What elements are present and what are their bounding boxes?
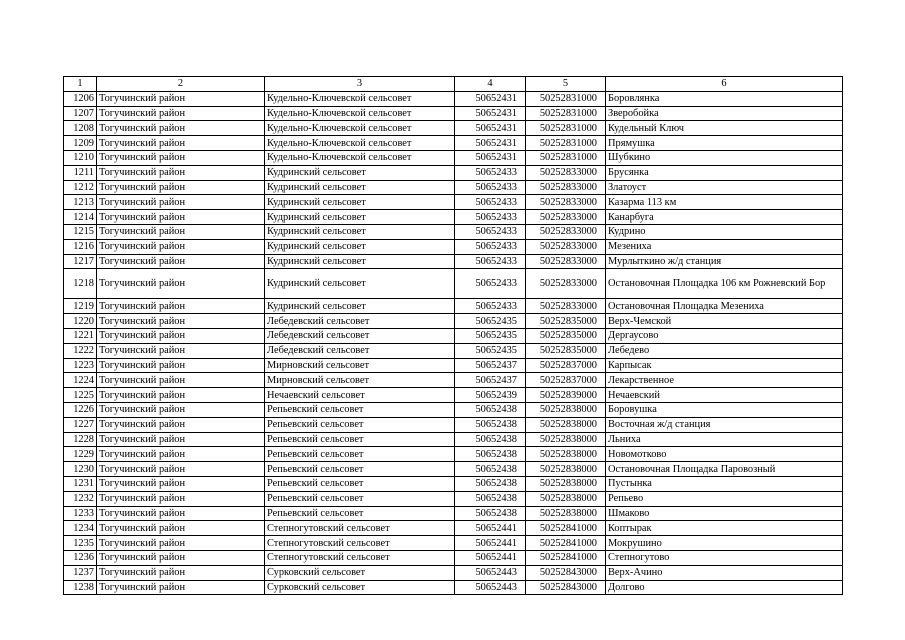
oktmo-code: 50652438 <box>455 462 526 477</box>
row-number: 1214 <box>64 210 97 225</box>
settlement-name: Лекарственное <box>606 373 843 388</box>
okato-code: 50252838000 <box>526 402 606 417</box>
oktmo-code: 50652433 <box>455 239 526 254</box>
table-row <box>64 476 843 491</box>
council-name: Кудринский сельсовет <box>265 239 455 254</box>
oktmo-code: 50652441 <box>455 536 526 551</box>
settlement-name: Верх-Чемской <box>606 314 843 329</box>
oktmo-code: 50652435 <box>455 328 526 343</box>
settlement-name: Прямушка <box>606 136 843 151</box>
oktmo-code: 50652438 <box>455 402 526 417</box>
council-name: Степногутовский сельсовет <box>265 521 455 536</box>
council-name: Кудринский сельсовет <box>265 180 455 195</box>
table-row <box>64 195 843 210</box>
district-name: Тогучинский район <box>97 388 265 403</box>
oktmo-code: 50652438 <box>455 417 526 432</box>
oktmo-code: 50652438 <box>455 432 526 447</box>
settlement-name: Пустынка <box>606 476 843 491</box>
council-name: Мирновский сельсовет <box>265 373 455 388</box>
district-name: Тогучинский район <box>97 462 265 477</box>
table-row <box>64 343 843 358</box>
table-row <box>64 373 843 388</box>
okato-code: 50252841000 <box>526 536 606 551</box>
row-number: 1218 <box>64 269 97 299</box>
oktmo-code: 50652433 <box>455 210 526 225</box>
council-name: Репьевский сельсовет <box>265 447 455 462</box>
oktmo-code: 50652435 <box>455 343 526 358</box>
row-number: 1219 <box>64 299 97 314</box>
table-row <box>64 328 843 343</box>
council-name: Репьевский сельсовет <box>265 462 455 477</box>
council-name: Кудринский сельсовет <box>265 210 455 225</box>
table-row <box>64 299 843 314</box>
district-name: Тогучинский район <box>97 121 265 136</box>
district-name: Тогучинский район <box>97 314 265 329</box>
district-name: Тогучинский район <box>97 550 265 565</box>
row-number: 1210 <box>64 150 97 165</box>
header-cell: 2 <box>97 77 265 92</box>
okato-code: 50252841000 <box>526 521 606 536</box>
oktmo-code: 50652439 <box>455 388 526 403</box>
district-name: Тогучинский район <box>97 491 265 506</box>
council-name: Лебедевский сельсовет <box>265 314 455 329</box>
okato-code: 50252833000 <box>526 195 606 210</box>
table-row <box>64 565 843 580</box>
row-number: 1220 <box>64 314 97 329</box>
okato-code: 50252838000 <box>526 491 606 506</box>
district-name: Тогучинский район <box>97 373 265 388</box>
oktmo-code: 50652431 <box>455 121 526 136</box>
okato-code: 50252835000 <box>526 343 606 358</box>
okato-code: 50252837000 <box>526 358 606 373</box>
table-row <box>64 550 843 565</box>
settlement-name: Дергаусово <box>606 328 843 343</box>
oktmo-code: 50652441 <box>455 521 526 536</box>
oktmo-code: 50652433 <box>455 180 526 195</box>
table-row <box>64 521 843 536</box>
settlement-name: Репьево <box>606 491 843 506</box>
council-name: Кудельно-Ключевской сельсовет <box>265 121 455 136</box>
district-name: Тогучинский район <box>97 299 265 314</box>
row-number: 1229 <box>64 447 97 462</box>
row-number: 1226 <box>64 402 97 417</box>
okato-code: 50252843000 <box>526 580 606 595</box>
district-name: Тогучинский район <box>97 269 265 299</box>
okato-code: 50252843000 <box>526 565 606 580</box>
settlement-name: Коптырак <box>606 521 843 536</box>
settlement-name: Нечаевский <box>606 388 843 403</box>
settlement-name: Льниха <box>606 432 843 447</box>
settlement-name: Степногутово <box>606 550 843 565</box>
district-name: Тогучинский район <box>97 328 265 343</box>
okato-code: 50252831000 <box>526 150 606 165</box>
district-name: Тогучинский район <box>97 536 265 551</box>
row-number: 1233 <box>64 506 97 521</box>
district-name: Тогучинский район <box>97 254 265 269</box>
row-number: 1236 <box>64 550 97 565</box>
council-name: Кудельно-Ключевской сельсовет <box>265 150 455 165</box>
settlement-name: Боровлянка <box>606 91 843 106</box>
settlement-name: Кудрино <box>606 224 843 239</box>
table-row <box>64 210 843 225</box>
district-name: Тогучинский район <box>97 210 265 225</box>
table-row <box>64 224 843 239</box>
okato-code: 50252831000 <box>526 106 606 121</box>
district-name: Тогучинский район <box>97 358 265 373</box>
council-name: Кудринский сельсовет <box>265 224 455 239</box>
oktmo-code: 50652435 <box>455 314 526 329</box>
oktmo-code: 50652433 <box>455 224 526 239</box>
settlement-name: Казарма 113 км <box>606 195 843 210</box>
settlement-name: Мокрушино <box>606 536 843 551</box>
okato-code: 50252835000 <box>526 328 606 343</box>
table-row <box>64 106 843 121</box>
oktmo-code: 50652433 <box>455 269 526 299</box>
table-row <box>64 462 843 477</box>
settlement-name: Новомотково <box>606 447 843 462</box>
oktmo-code: 50652438 <box>455 506 526 521</box>
row-number: 1225 <box>64 388 97 403</box>
row-number: 1213 <box>64 195 97 210</box>
district-name: Тогучинский район <box>97 136 265 151</box>
row-number: 1215 <box>64 224 97 239</box>
council-name: Кудринский сельсовет <box>265 269 455 299</box>
row-number: 1216 <box>64 239 97 254</box>
row-number: 1207 <box>64 106 97 121</box>
oktmo-code: 50652438 <box>455 491 526 506</box>
table-row <box>64 491 843 506</box>
settlement-name: Карпысак <box>606 358 843 373</box>
council-name: Кудринский сельсовет <box>265 165 455 180</box>
settlement-name: Канарбуга <box>606 210 843 225</box>
okato-code: 50252838000 <box>526 432 606 447</box>
row-number: 1234 <box>64 521 97 536</box>
oktmo-code: 50652433 <box>455 165 526 180</box>
okato-code: 50252833000 <box>526 239 606 254</box>
okato-code: 50252838000 <box>526 462 606 477</box>
council-name: Степногутовский сельсовет <box>265 536 455 551</box>
district-name: Тогучинский район <box>97 224 265 239</box>
oktmo-code: 50652443 <box>455 580 526 595</box>
row-number: 1235 <box>64 536 97 551</box>
header-cell: 5 <box>526 77 606 92</box>
row-number: 1227 <box>64 417 97 432</box>
header-cell: 1 <box>64 77 97 92</box>
district-name: Тогучинский район <box>97 521 265 536</box>
council-name: Кудельно-Ключевской сельсовет <box>265 136 455 151</box>
settlement-name: Мурлыткино ж/д станция <box>606 254 843 269</box>
council-name: Сурковский сельсовет <box>265 580 455 595</box>
row-number: 1228 <box>64 432 97 447</box>
row-number: 1209 <box>64 136 97 151</box>
council-name: Лебедевский сельсовет <box>265 343 455 358</box>
oktmo-code: 50652437 <box>455 358 526 373</box>
row-number: 1217 <box>64 254 97 269</box>
okato-code: 50252833000 <box>526 224 606 239</box>
row-number: 1230 <box>64 462 97 477</box>
row-number: 1231 <box>64 476 97 491</box>
council-name: Сурковский сельсовет <box>265 565 455 580</box>
table-row <box>64 150 843 165</box>
oktmo-code: 50652433 <box>455 299 526 314</box>
row-number: 1211 <box>64 165 97 180</box>
table-row <box>64 417 843 432</box>
table-row <box>64 432 843 447</box>
settlements-table <box>63 76 843 595</box>
settlement-name: Остановочная Площадка 106 км Рожневский Бор <box>606 269 843 299</box>
table-row <box>64 136 843 151</box>
oktmo-code: 50652441 <box>455 550 526 565</box>
district-name: Тогучинский район <box>97 150 265 165</box>
row-number: 1223 <box>64 358 97 373</box>
district-name: Тогучинский район <box>97 417 265 432</box>
council-name: Репьевский сельсовет <box>265 491 455 506</box>
district-name: Тогучинский район <box>97 476 265 491</box>
district-name: Тогучинский район <box>97 580 265 595</box>
table-row <box>64 402 843 417</box>
okato-code: 50252833000 <box>526 269 606 299</box>
oktmo-code: 50652433 <box>455 254 526 269</box>
okato-code: 50252831000 <box>526 121 606 136</box>
district-name: Тогучинский район <box>97 447 265 462</box>
council-name: Кудринский сельсовет <box>265 254 455 269</box>
okato-code: 50252838000 <box>526 417 606 432</box>
settlement-name: Лебедево <box>606 343 843 358</box>
council-name: Лебедевский сельсовет <box>265 328 455 343</box>
header-row <box>64 77 843 92</box>
okato-code: 50252831000 <box>526 91 606 106</box>
okato-code: 50252835000 <box>526 314 606 329</box>
district-name: Тогучинский район <box>97 565 265 580</box>
oktmo-code: 50652438 <box>455 476 526 491</box>
header-cell: 4 <box>455 77 526 92</box>
header-cell: 6 <box>606 77 843 92</box>
settlement-name: Мезениха <box>606 239 843 254</box>
row-number: 1222 <box>64 343 97 358</box>
table-row <box>64 388 843 403</box>
council-name: Мирновский сельсовет <box>265 358 455 373</box>
table-row <box>64 91 843 106</box>
okato-code: 50252833000 <box>526 165 606 180</box>
district-name: Тогучинский район <box>97 343 265 358</box>
council-name: Репьевский сельсовет <box>265 417 455 432</box>
row-number: 1232 <box>64 491 97 506</box>
oktmo-code: 50652443 <box>455 565 526 580</box>
oktmo-code: 50652438 <box>455 447 526 462</box>
district-name: Тогучинский район <box>97 91 265 106</box>
council-name: Репьевский сельсовет <box>265 432 455 447</box>
district-name: Тогучинский район <box>97 239 265 254</box>
okato-code: 50252833000 <box>526 210 606 225</box>
district-name: Тогучинский район <box>97 165 265 180</box>
settlement-name: Боровушка <box>606 402 843 417</box>
table-row <box>64 447 843 462</box>
district-name: Тогучинский район <box>97 180 265 195</box>
okato-code: 50252841000 <box>526 550 606 565</box>
table-row <box>64 506 843 521</box>
table-row <box>64 314 843 329</box>
oktmo-code: 50652431 <box>455 150 526 165</box>
row-number: 1221 <box>64 328 97 343</box>
row-number: 1238 <box>64 580 97 595</box>
okato-code: 50252839000 <box>526 388 606 403</box>
district-name: Тогучинский район <box>97 106 265 121</box>
okato-code: 50252831000 <box>526 136 606 151</box>
council-name: Кудельно-Ключевской сельсовет <box>265 106 455 121</box>
council-name: Кудринский сельсовет <box>265 299 455 314</box>
council-name: Кудринский сельсовет <box>265 195 455 210</box>
oktmo-code: 50652431 <box>455 136 526 151</box>
okato-code: 50252838000 <box>526 506 606 521</box>
okato-code: 50252837000 <box>526 373 606 388</box>
settlement-name: Кудельный Ключ <box>606 121 843 136</box>
okato-code: 50252833000 <box>526 180 606 195</box>
okato-code: 50252838000 <box>526 476 606 491</box>
row-number: 1208 <box>64 121 97 136</box>
settlement-name: Шубкино <box>606 150 843 165</box>
council-name: Репьевский сельсовет <box>265 506 455 521</box>
settlement-name: Остановочная Площадка Мезениха <box>606 299 843 314</box>
oktmo-code: 50652431 <box>455 91 526 106</box>
okato-code: 50252833000 <box>526 299 606 314</box>
table-row <box>64 180 843 195</box>
header-cell: 3 <box>265 77 455 92</box>
row-number: 1206 <box>64 91 97 106</box>
table-body <box>64 77 843 595</box>
district-name: Тогучинский район <box>97 506 265 521</box>
oktmo-code: 50652437 <box>455 373 526 388</box>
district-name: Тогучинский район <box>97 432 265 447</box>
row-number: 1224 <box>64 373 97 388</box>
oktmo-code: 50652431 <box>455 106 526 121</box>
settlement-name: Верх-Ачино <box>606 565 843 580</box>
settlement-name: Восточная ж/д станция <box>606 417 843 432</box>
settlement-name: Златоуст <box>606 180 843 195</box>
table-row <box>64 165 843 180</box>
council-name: Нечаевский сельсовет <box>265 388 455 403</box>
okato-code: 50252833000 <box>526 254 606 269</box>
row-number: 1237 <box>64 565 97 580</box>
oktmo-code: 50652433 <box>455 195 526 210</box>
settlement-name: Брусянка <box>606 165 843 180</box>
table-row <box>64 254 843 269</box>
settlement-name: Остановочная Площадка Паровозный <box>606 462 843 477</box>
district-name: Тогучинский район <box>97 195 265 210</box>
council-name: Репьевский сельсовет <box>265 402 455 417</box>
table-row <box>64 269 843 299</box>
table-row <box>64 358 843 373</box>
settlement-name: Зверобойка <box>606 106 843 121</box>
settlement-name: Долгово <box>606 580 843 595</box>
council-name: Репьевский сельсовет <box>265 476 455 491</box>
okato-code: 50252838000 <box>526 447 606 462</box>
district-name: Тогучинский район <box>97 402 265 417</box>
row-number: 1212 <box>64 180 97 195</box>
council-name: Кудельно-Ключевской сельсовет <box>265 91 455 106</box>
table-row <box>64 536 843 551</box>
settlement-name: Шмаково <box>606 506 843 521</box>
table-row <box>64 580 843 595</box>
table-row <box>64 239 843 254</box>
table-row <box>64 121 843 136</box>
council-name: Степногутовский сельсовет <box>265 550 455 565</box>
